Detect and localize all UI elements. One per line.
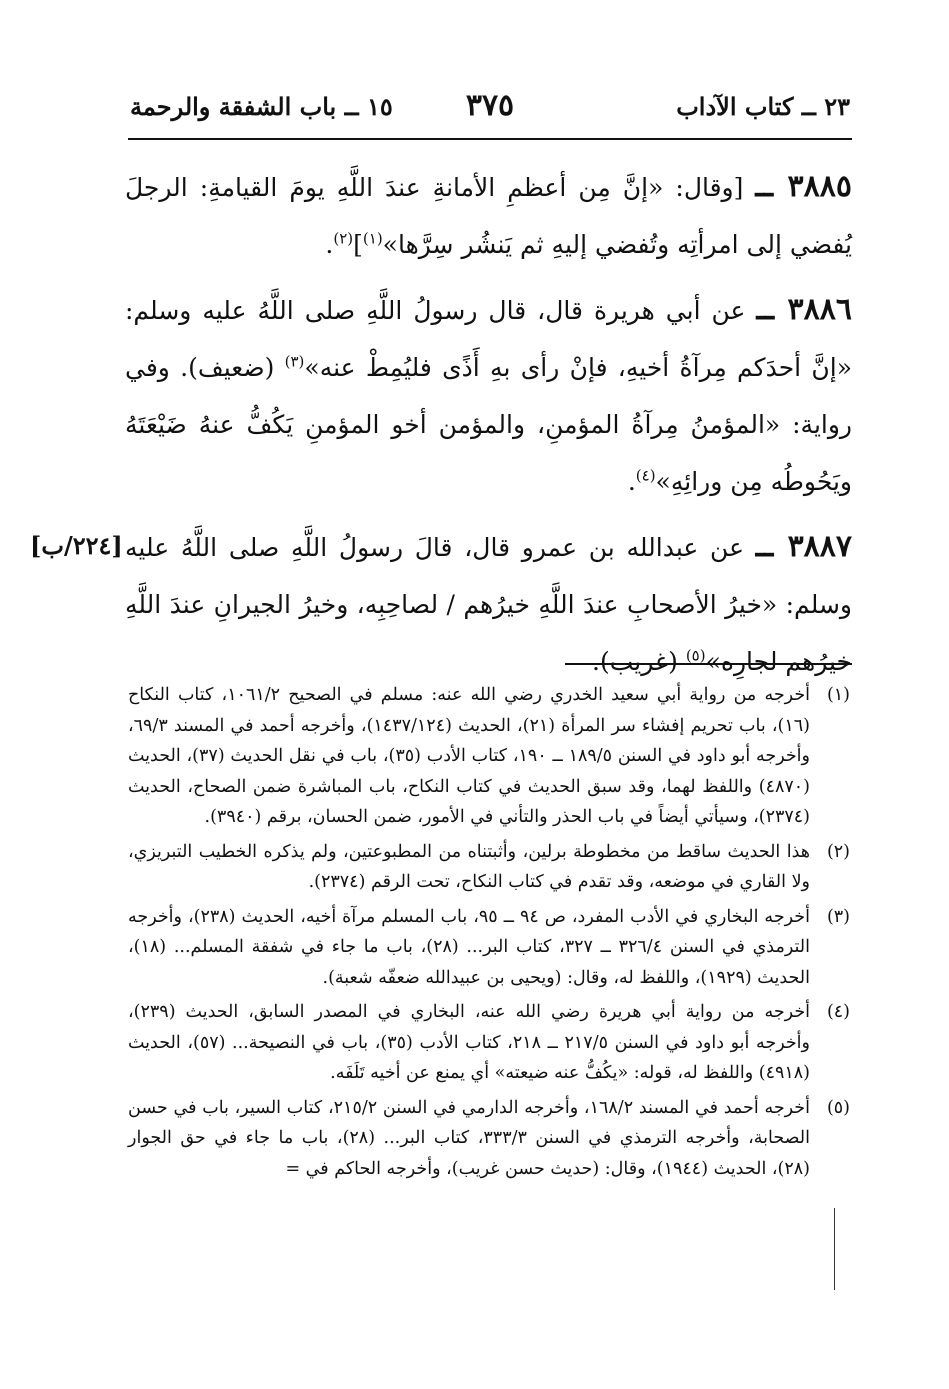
footnote-number: (١) xyxy=(826,685,850,705)
footnote-reference[interactable]: (٣) xyxy=(284,352,305,371)
hadith-text-body xyxy=(125,158,852,698)
chapter-title: ١٥ ــ باب الشفقة والرحمة xyxy=(130,92,393,121)
footnote-text: أخرجه من رواية أبي هريرة رضي الله عنه، البخاري في المصدر السابق، الحديث (٢٣٩)، وأخرجه أبو داود في السنن ٢١٧/٥ ــ ٢١٨، كتاب الأدب (٣٥)، باب في النصيحة... (٥٧)، الحديث (٤٩١٨) واللفظ له، قوله: «يكُفُّ عنه ضيعته» أي يمنع عن أخيه تَلَفَه. xyxy=(128,1002,810,1083)
hadith-text: ] xyxy=(353,230,363,259)
hadith-3886 xyxy=(125,281,852,510)
footnote-reference[interactable]: (٥) xyxy=(685,646,706,665)
hadith-text: (غريب). xyxy=(592,647,686,676)
footnote-1 xyxy=(128,680,850,833)
footnotes-section xyxy=(128,680,850,1188)
footnote-3 xyxy=(128,902,850,994)
footnote-5 xyxy=(128,1093,850,1185)
hadith-text: عن أبي هريرة قال، قال رسولُ اللَّهِ صلى اللَّهُ عليه وسلم: «إنَّ أحدَكم مِرآةُ أخيهِ، فإنْ رأى بهِ أَذًى فليُمِطْ عنه» xyxy=(125,296,853,382)
page-number: ٣٧٥ xyxy=(465,88,515,123)
margin-line xyxy=(834,1208,835,1290)
hadith-text: . xyxy=(627,467,636,496)
footnote-text: أخرجه من رواية أبي سعيد الخدري رضي الله عنه: مسلم في الصحيح ١٠٦١/٢، كتاب النكاح (١٦)، باب تحريم إفشاء سر المرأة (٢١)، الحديث (١٤٣٧/١٢٤)، وأخرجه أحمد في المسند ٦٩/٣، وأخرجه أبو داود في السنن ١٨٩/٥ ــ ١٩٠، كتاب الأدب (٣٥)، باب في نقل الحديث (٣٧)، الحديث (٤٨٧٠) واللفظ لهما، وقد سبق الحديث في كتاب النكاح، باب المباشرة ضمن الصحاح، الحديث (٢٣٧٤)، وسيأتي أيضاً في باب الحذر والتأني في الأمور، ضمن الحسان، برقم (٣٩٤٠). xyxy=(128,685,810,827)
footnote-reference[interactable]: (١) xyxy=(362,229,383,248)
footnote-reference[interactable]: (٢) xyxy=(333,229,354,248)
hadith-text: [وقال: «إنَّ مِن أعظمِ الأمانةِ عندَ اللَّهِ يومَ القيامةِ: الرجلَ يُفضي إلى امرأتِه وتُفضي إليهِ ثم يَنشُر سِرَّها» xyxy=(125,173,852,259)
footnote-number: (٣) xyxy=(826,906,850,927)
manuscript-folio-reference: [٢٢٤/ب] xyxy=(30,531,123,560)
book-section-title: ٢٣ ــ كتاب الآداب xyxy=(676,92,850,121)
footnote-text: أخرجه البخاري في الأدب المفرد، ص ٩٤ ــ ٩٥، باب المسلم مرآة أخيه، الحديث (٢٣٨)، وأخرجه الترمذي في السنن ٣٢٦/٤ ــ ٣٢٧، كتاب البر... (٢٨)، باب ما جاء في شفقة المسلم... (١٨)، الحديث (١٩٢٩)، واللفظ له، وقال: (ويحيى بن عبيدالله ضعفّه شعبة). xyxy=(128,906,810,988)
hadith-text: . xyxy=(325,230,334,259)
footnote-number: (٤) xyxy=(826,1002,850,1022)
header-divider xyxy=(128,138,852,140)
footnote-2 xyxy=(128,837,850,898)
footnote-4 xyxy=(128,997,850,1089)
running-header xyxy=(130,88,850,132)
hadith-text: (ضعيف). وفي رواية: «المؤمنُ مِرآةُ المؤمنِ، والمؤمن أخو المؤمنِ يَكُفُّ عنهُ ضَيْعَتَهُ ويَحُوطُه مِن ورائِهِ» xyxy=(125,353,852,496)
footnote-divider xyxy=(565,663,852,665)
footnote-text: هذا الحديث ساقط من مخطوطة برلين، وأثبتناه من المطبوعتين، ولم يذكره الخطيب التبريزي، ولا القاري في موضعه، وقد تقدم في كتاب النكاح، تحت الرقم (٢٣٧٤). xyxy=(128,841,810,892)
footnote-number: (٢) xyxy=(826,841,850,862)
hadith-number: ٣٨٨٥ ــ xyxy=(755,169,852,204)
hadith-3885 xyxy=(125,158,852,273)
hadith-number: ٣٨٨٧ ــ xyxy=(755,529,853,564)
footnote-reference[interactable]: (٤) xyxy=(635,466,656,485)
footnote-text: أخرجه أحمد في المسند ١٦٨/٢، وأخرجه الدارمي في السنن ٢١٥/٢، كتاب السير، باب في حسن الصحابة، وأخرجه الترمذي في السنن ٣٣٣/٣، كتاب البر... (٢٨)، باب ما جاء في حق الجوار (٢٨)، الحديث (١٩٤٤)، وقال: (حديث حسن غريب)، وأخرجه الحاكم في = xyxy=(128,1097,810,1179)
hadith-number: ٣٨٨٦ ــ xyxy=(756,292,852,327)
hadith-text: عن عبدالله بن عمرو قال، قالَ رسولُ اللَّهِ صلى اللَّهُ عليه وسلم: «خيرُ الأصحابِ عندَ اللَّهِ خيرُهم / لصاحِبِه، وخيرُ الجيرانِ عندَ اللَّهِ خيرُهم لجارِه» xyxy=(125,533,852,676)
footnote-number: (٥) xyxy=(826,1097,850,1118)
